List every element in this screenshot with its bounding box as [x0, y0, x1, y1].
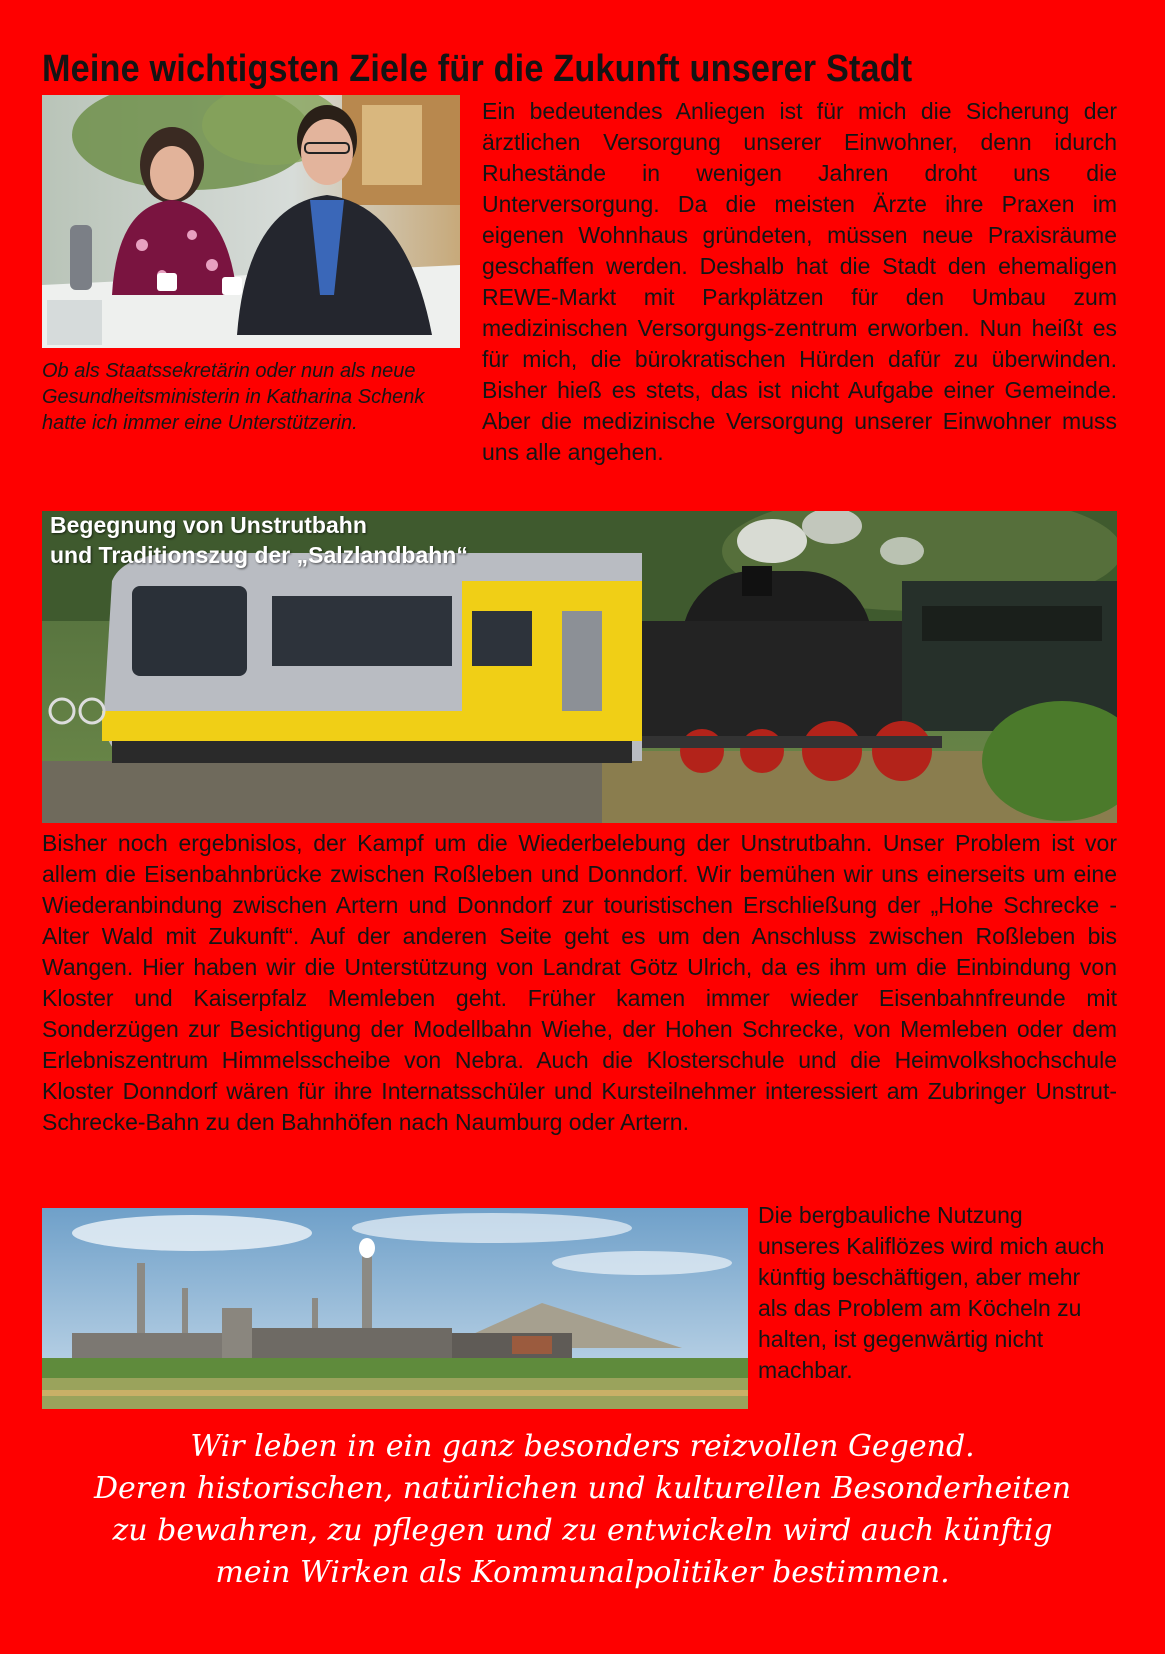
meeting-photo-illustration: [42, 95, 460, 348]
mining-paragraph: Die bergbauliche Nutzung unseres Kaliflözes wird mich auch künftig beschäftigen, aber mehr als das Problem am Köcheln zu halten, ist gegenwärtig nicht machbar.: [758, 1202, 1105, 1383]
train-photo-caption: [50, 510, 468, 570]
train-photo-caption-line1: Begegnung von Unstrutbahn: [50, 512, 367, 538]
closing-quote: [60, 1426, 1105, 1594]
quote-line-4: mein Wirken als Kommunalpolitiker bestimmen.: [215, 1555, 950, 1590]
railway-paragraph: Bisher noch ergebnislos, der Kampf um die Wiederbelebung der Unstrutbahn. Unser Problem ist vor allem die Eisenbahnbrücke zwischen Roßleben und Donndorf. Wir bemühen wir uns einerseits um eine Wiederanbindung zwischen Artern und Donndorf zur touristischen Erschließung der „Hohe Schrecke - Alter Wald mit Zukunft“. Auf der anderen Seite geht es um den Anschluss zwischen Roßleben bis Wangen. Hier haben wir die Unterstützung von Landrat Götz Ulrich, da es ihm um die Einbindung von Kloster und Kaiserpfalz Memleben geht. Früher kamen immer wieder Eisenbahnfreunde mit Sonderzügen zur Besichtigung der Modellbahn Wiehe, der Hohen Schrecke, von Memleben oder dem Erlebniszentrum Himmelsscheibe von Nebra. Auch die Klosterschule und die Heimvolkshochschule Kloster Donndorf wären für ihre Internatsschüler und Kursteilnehmer interessiert am Zubringer Unstrut-Schrecke-Bahn zu den Bahnhöfen nach Naumburg oder Artern.: [42, 830, 1117, 1135]
page-title: Meine wichtigsten Ziele für die Zukunft unserer Stadt: [42, 48, 913, 90]
photo-caption: Ob als Staatssekretärin oder nun als neue Gesundheitsministerin in Katharina Schenk hatte ich immer eine Unterstützerin.: [42, 360, 425, 434]
quote-line-2: Deren historischen, natürlichen und kulturellen Besonderheiten: [93, 1471, 1072, 1506]
train-photo-caption-line2: und Traditionszug der „Salzlandbahn“: [50, 542, 468, 568]
health-care-paragraph: Ein bedeutendes Anliegen ist für mich die Sicherung der ärztlichen Versorgung unserer Einwohner, denn idurch Ruhestände in wenigen Jahren droht uns die Unterversorgung. Da die meisten Ärzte ihre Praxen im eigenen Wohnhaus gründeten, müssen neue Praxisräume geschaffen werden. Deshalb hat die Stadt den ehemaligen REWE-Markt mit Parkplätzen für den Umbau zum medizinischen Versorgungs-zentrum erworben. Nun heißt es für mich, die bürokratischen Hürden dafür zu überwinden. Bisher hieß es stets, das ist nicht Aufgabe einer Gemeinde. Aber die medizinische Versorgung unserer Einwohner muss uns alle angehen.: [482, 98, 1117, 465]
potash-mine-photo-illustration: [42, 1208, 748, 1409]
potash-mine-photo: [42, 1208, 748, 1409]
quote-line-3: zu bewahren, zu pflegen und zu entwickeln wird auch künftig: [112, 1513, 1053, 1548]
quote-line-1: Wir leben in ein ganz besonders reizvollen Gegend.: [190, 1429, 975, 1464]
meeting-photo: [42, 95, 460, 348]
